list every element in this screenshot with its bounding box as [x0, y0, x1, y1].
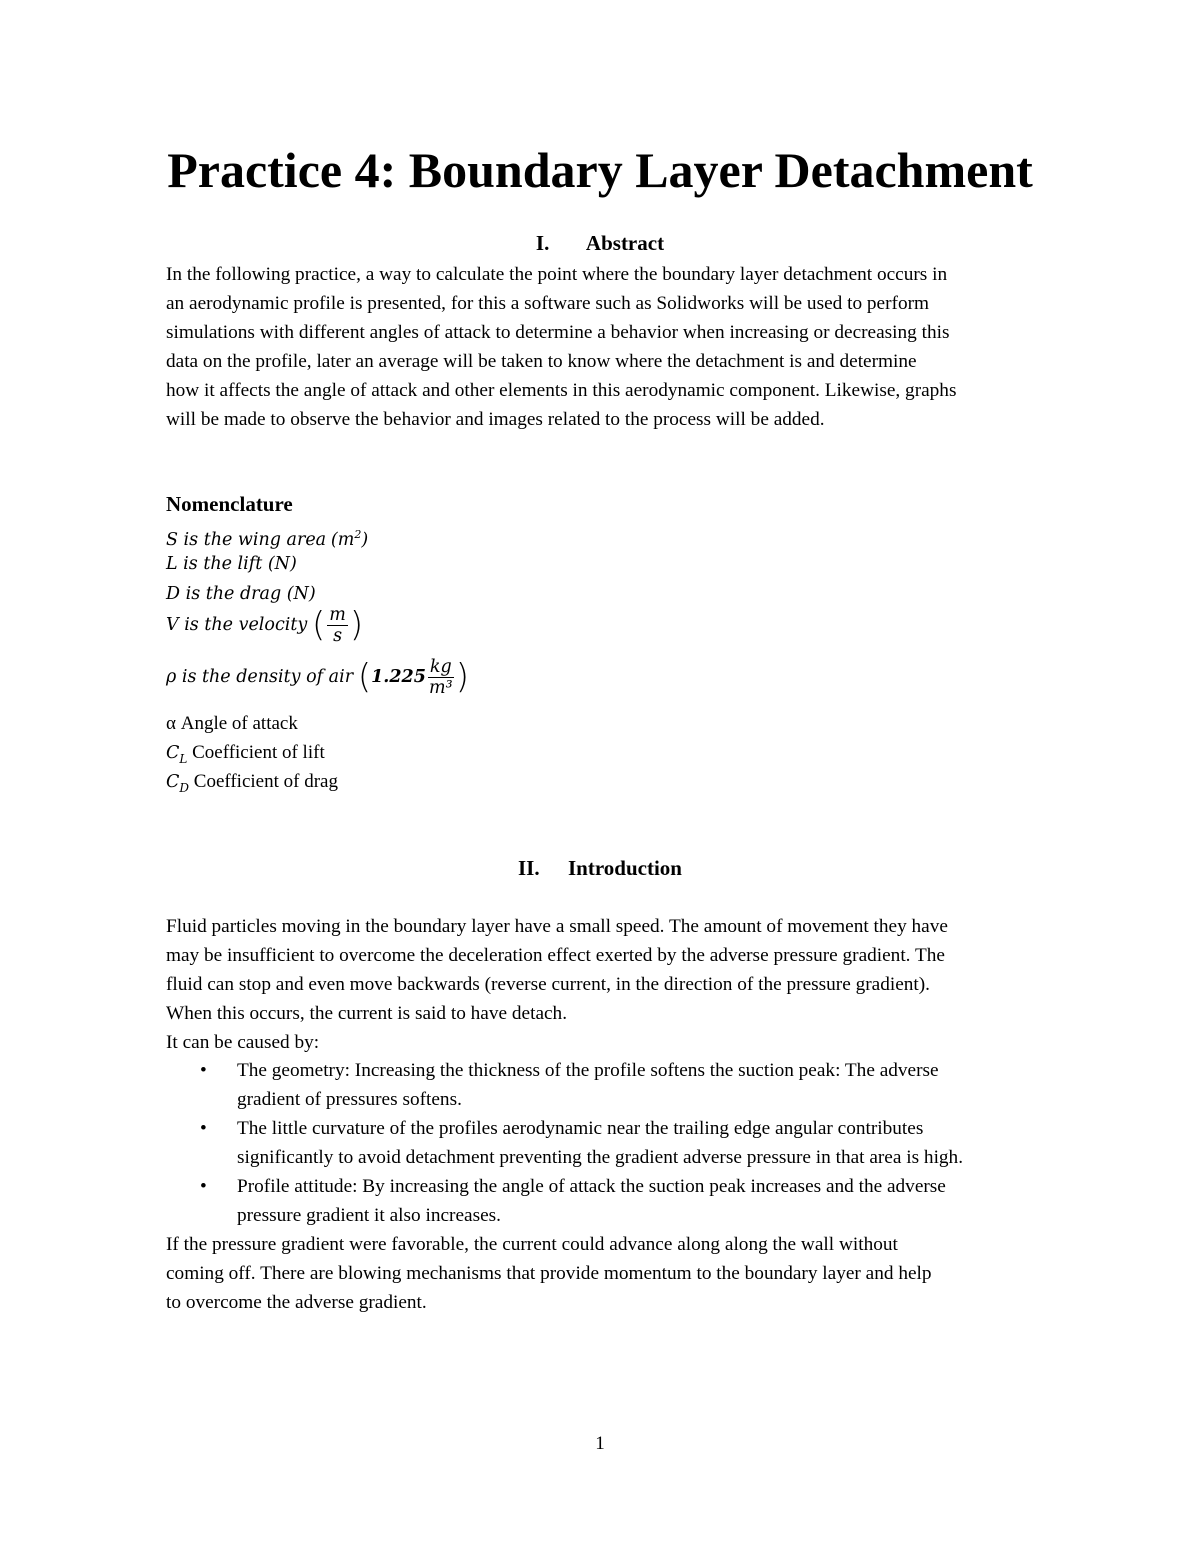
nomenclature-density [166, 657, 469, 698]
bullet-icon: • [200, 1118, 207, 1139]
nomenclature-alpha [166, 709, 298, 738]
wing-area-unit-exp: 2 [354, 528, 362, 541]
introduction-line: fluid can stop and even move backwards (reverse current, in the direction of the pressure gradient). [166, 974, 930, 995]
introduction-heading-text: Introduction [568, 856, 682, 880]
introduction-line: Fluid particles moving in the boundary layer have a small speed. The amount of movement they have [166, 916, 948, 937]
nomenclature-heading: Nomenclature [166, 492, 293, 516]
abstract-number: I. [535, 231, 550, 255]
list-item-line: pressure gradient it also increases. [237, 1205, 501, 1226]
velocity-unit-numerator: m [329, 605, 346, 625]
nomenclature-lift [166, 549, 297, 579]
list-item-line: gradient of pressures softens. [237, 1089, 462, 1110]
velocity-text: V is the velocity [166, 614, 308, 635]
velocity-unit-denominator: s [333, 626, 343, 646]
list-item [166, 1114, 1033, 1172]
list-item-line: The geometry: Increasing the thickness of the profile softens the suction peak: The adverse [237, 1060, 939, 1081]
introduction-line: When this occurs, the current is said to have detach. [166, 1003, 568, 1024]
nomenclature-cd [166, 767, 338, 803]
introduction-number: II. [518, 856, 540, 880]
introduction-closing-line: coming off. There are blowing mechanisms that provide momentum to the boundary layer and help [166, 1263, 932, 1284]
density-unit-fraction [428, 657, 454, 698]
alpha-symbol: α [166, 713, 176, 734]
abstract-line: how it affects the angle of attack and other elements in this aerodynamic component. Likewise, graphs [166, 380, 957, 401]
abstract-line: In the following practice, a way to calculate the point where the boundary layer detachment occurs in [166, 264, 948, 285]
abstract-line: data on the profile, later an average will be taken to know where the detachment is and determine [166, 351, 917, 372]
abstract-line: will be made to observe the behavior and images related to the process will be added. [166, 409, 825, 430]
cl-text: Coefficient of lift [192, 742, 325, 763]
velocity-unit-fraction [327, 605, 348, 646]
introduction-line: may be insufficient to overcome the deceleration effect exerted by the adverse pressure gradient. The [166, 945, 945, 966]
wing-area-unit-base: m [337, 529, 355, 550]
cd-subscript: D [179, 780, 190, 795]
bullet-icon: • [200, 1060, 207, 1081]
lift-text: L is the lift (N) [166, 554, 297, 574]
cause-list [166, 1056, 1033, 1230]
abstract-line: simulations with different angles of attack to determine a behavior when increasing or decreasing this [166, 322, 950, 343]
open-paren: ( [357, 657, 372, 697]
introduction-closing-paragraph [166, 1230, 1033, 1317]
introduction-closing-line: to overcome the adverse gradient. [166, 1292, 427, 1313]
close-paren: ) [455, 657, 469, 697]
drag-text: D is the drag (N) [166, 584, 316, 604]
open-paren: ( [312, 605, 326, 645]
introduction-heading [0, 854, 1200, 882]
density-text: ρ is the density of air [166, 666, 354, 687]
nomenclature-velocity [166, 605, 363, 646]
abstract-heading [0, 229, 1200, 257]
wing-area-unit: $(m^2)$ [330, 528, 369, 550]
abstract-paragraph [166, 260, 1033, 434]
density-unit-denominator: m³ [429, 678, 453, 698]
list-item [166, 1056, 1033, 1114]
abstract-line: an aerodynamic profile is presented, for this a software such as Solidworks will be used to perform [166, 293, 930, 314]
introduction-paragraph [166, 912, 1033, 1057]
alpha-text: Angle of attack [180, 713, 298, 734]
close-paren: ) [349, 605, 364, 645]
page-number: 1 [595, 1433, 605, 1454]
cl-symbol: C [166, 743, 180, 763]
bullet-icon: • [200, 1176, 207, 1197]
list-item-line: significantly to avoid detachment preventing the gradient adverse pressure in that area is high. [237, 1147, 964, 1168]
list-item-line: The little curvature of the profiles aerodynamic near the trailing edge angular contributes [237, 1118, 924, 1139]
cl-subscript: L [179, 751, 188, 766]
cd-text: Coefficient of drag [193, 771, 338, 792]
wing-area-text: S is the wing area [166, 529, 327, 550]
list-item-line: Profile attitude: By increasing the angle of attack the suction peak increases and the adverse [237, 1176, 946, 1197]
density-value: 1.225 [371, 666, 426, 687]
list-item [166, 1172, 1033, 1230]
cd-symbol: C [166, 772, 180, 792]
document-title: Practice 4: Boundary Layer Detachment [167, 142, 1033, 198]
introduction-closing-line: If the pressure gradient were favorable, the current could advance along along the wall without [166, 1234, 898, 1255]
introduction-line: It can be caused by: [166, 1032, 320, 1053]
density-unit-numerator: kg [429, 657, 452, 677]
abstract-heading-text: Abstract [585, 231, 665, 255]
